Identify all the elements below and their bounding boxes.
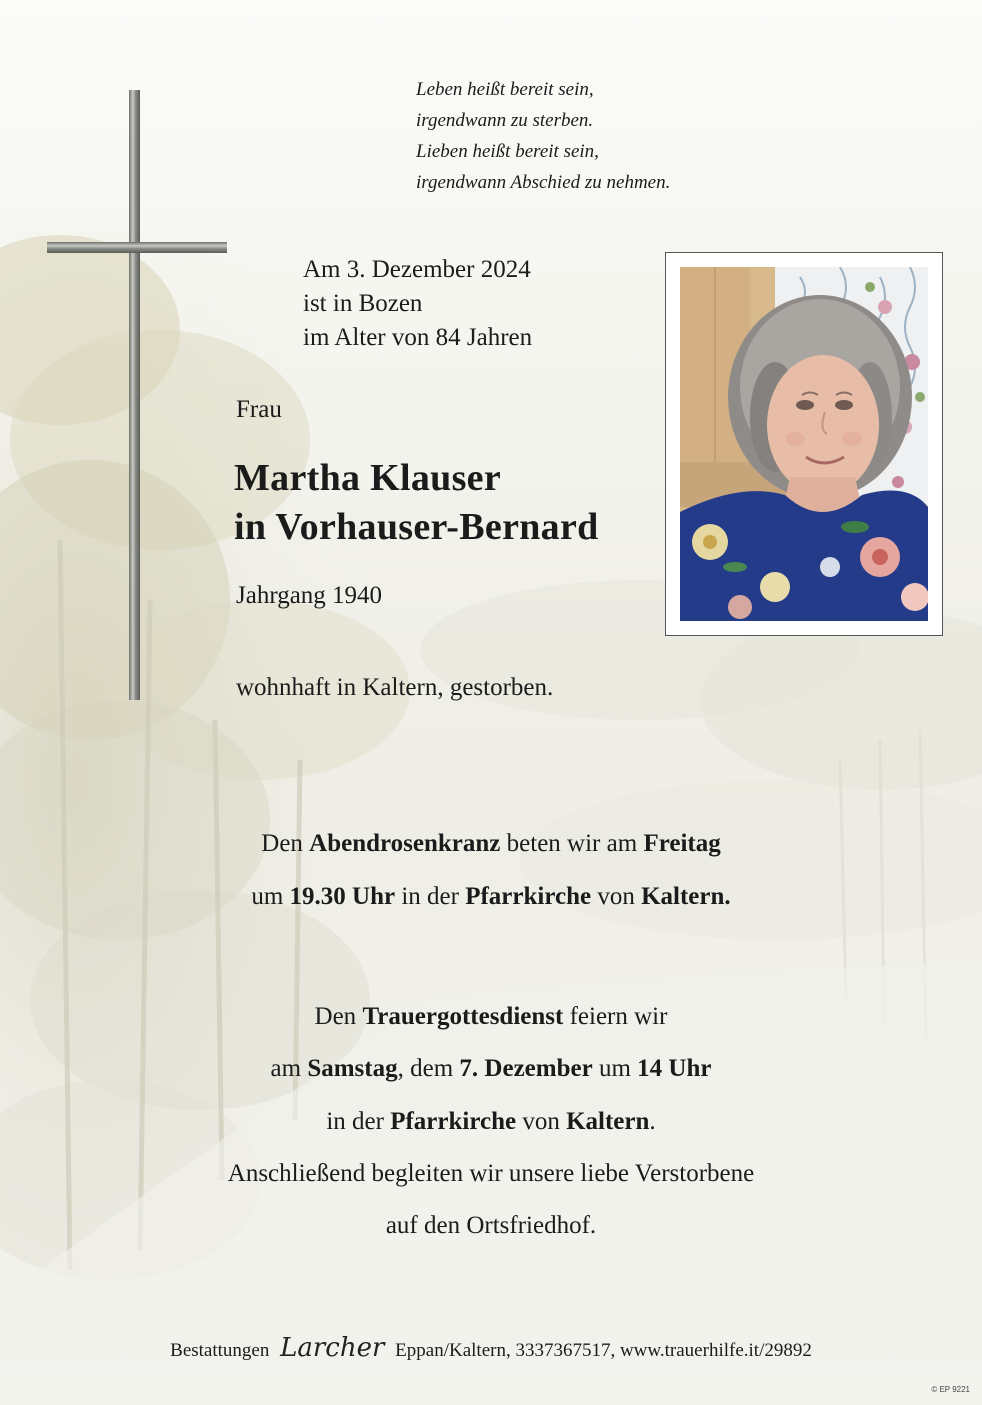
footer-contact: Eppan/Kaltern, 3337367517, www.trauerhilfe.it/29892 (395, 1340, 812, 1361)
funeral-home-logo: Larcher (280, 1333, 385, 1363)
funeral-text: von (516, 1108, 567, 1135)
funeral-text: am (270, 1055, 308, 1082)
funeral-text: in der (326, 1108, 391, 1135)
name-line-1: Martha Klauser (234, 457, 501, 499)
name-line-2: in Vorhauser-Bernard (234, 506, 599, 548)
funeral-text: Den (314, 1003, 363, 1030)
funeral-line-4: Anschließend begleiten wir unsere liebe Verstorbene (227, 1160, 755, 1187)
rosary-event: Abendrosenkranz (309, 830, 501, 857)
funeral-text: feiern wir (563, 1003, 668, 1030)
rosary-text: in der (395, 883, 466, 910)
poem (416, 74, 670, 198)
funeral-line-3 (0, 1108, 982, 1136)
funeral-date: 7. Dezember (459, 1055, 593, 1082)
funeral-service: Trauergottesdienst (362, 1003, 564, 1030)
poem-line: irgendwann Abschied zu nehmen. (416, 172, 671, 193)
funeral-day: Samstag (307, 1055, 398, 1082)
portrait-photo (680, 267, 928, 621)
funeral-line-2 (0, 1055, 982, 1083)
funeral-line-1 (0, 1003, 982, 1031)
funeral-town: Kaltern (566, 1108, 650, 1135)
funeral-line-5: auf den Ortsfriedhof. (385, 1212, 597, 1239)
footer-prefix: Bestattungen (170, 1340, 270, 1361)
cross-vertical-beam (129, 90, 140, 700)
poem-line: Lieben heißt bereit sein, (416, 141, 599, 162)
rosary-line-2 (0, 883, 982, 911)
salutation: Frau (236, 396, 282, 423)
print-code: © EP 9221 (931, 1385, 970, 1394)
funeral-text: . (649, 1108, 656, 1135)
intro-place: ist in Bozen (303, 290, 423, 317)
poem-line: Leben heißt bereit sein, (416, 79, 594, 100)
rosary-text: von (591, 883, 642, 910)
rosary-text: beten wir am (500, 830, 644, 857)
birth-year: Jahrgang 1940 (236, 582, 383, 609)
rosary-day: Freitag (643, 830, 721, 857)
deceased-name (234, 454, 599, 552)
rosary-text: Den (261, 830, 310, 857)
footer (0, 1333, 982, 1363)
intro-date: Am 3. Dezember 2024 (303, 256, 531, 283)
rosary-time: 19.30 Uhr (289, 883, 396, 910)
funeral-time: 14 Uhr (637, 1055, 712, 1082)
rosary-text: um (251, 883, 290, 910)
rosary-line-1 (0, 830, 982, 858)
funeral-church: Pfarrkirche (390, 1108, 517, 1135)
rosary-town: Kaltern. (641, 883, 731, 910)
death-notice-intro (303, 253, 532, 355)
poem-line: irgendwann zu sterben. (416, 110, 594, 131)
intro-age: im Alter von 84 Jahren (303, 324, 533, 351)
residence: wohnhaft in Kaltern, gestorben. (236, 674, 554, 701)
portrait-frame (665, 252, 943, 636)
funeral-text: , dem (397, 1055, 460, 1082)
funeral-text: um (592, 1055, 638, 1082)
rosary-church: Pfarrkirche (465, 883, 592, 910)
cross-horizontal-beam (47, 242, 227, 253)
